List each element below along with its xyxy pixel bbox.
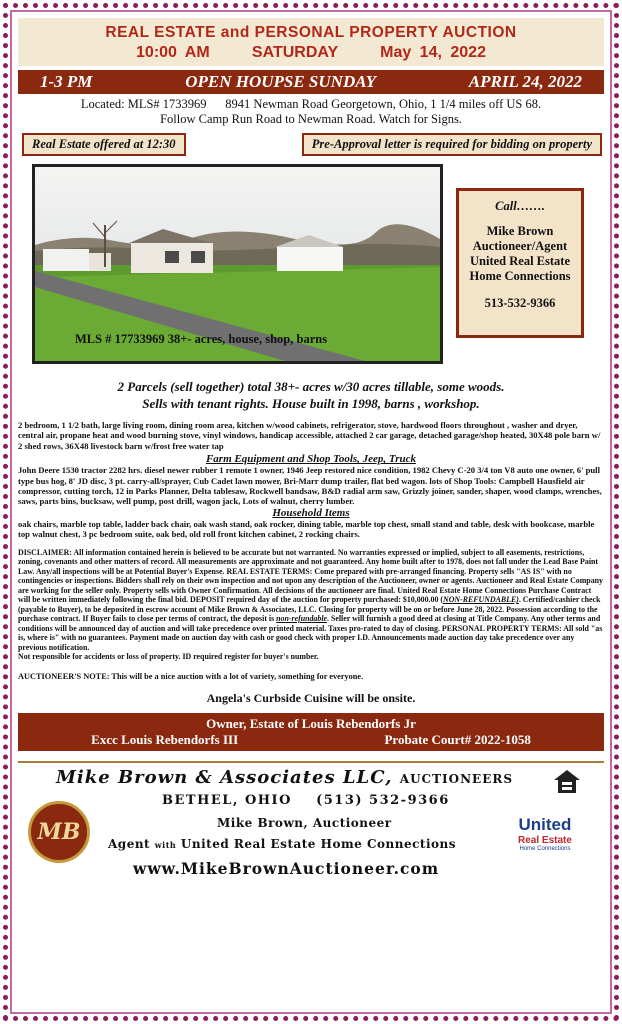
website-link[interactable]: www.MikeBrownAuctioneer.com [133,858,440,878]
open-house-label: OPEN HOUPSE SUNDAY [185,72,377,91]
auction-time: 10:00 AM [136,44,210,61]
auctioneer-name: Mike Brown, Auctioneer [217,815,392,830]
contact-company-2: Home Connections [469,269,571,283]
preapproval-tag: Pre-Approval letter is required for bidding on property [302,133,602,156]
food-notice: Angela's Curbside Cuisine will be onsite. [206,690,416,705]
mb-logo [28,801,90,863]
household-text: oak chairs, marble top table, ladder back chair, oak wash stand, oak rocker, dining table, marble top chest, small stand and table, desk with bookcase, marble top walnut chest, 3 pc bedroom suite, oak bed, old roll front kitchen cabinet, 2 rocking chairs. [18,518,595,540]
executor: Excc Louis Rebendorfs III [91,731,239,747]
household-heading: Household Items [272,506,350,519]
disclaimer-part4: Not responsible for accidents or loss of property. ID required register for buyer's number. [18,652,319,662]
tag-row [18,133,604,156]
disclaimer [18,548,604,662]
property-summary [18,378,604,412]
contact-company: United Real Estate [470,254,570,268]
photo-row [18,164,604,366]
call-label: Call……. [495,199,545,213]
property-photo [32,164,443,364]
contact-phone: 513-532-9366 [484,296,556,310]
farm-text: John Deere 1530 tractor 2282 hrs. diesel newer rubber 1 remote 1 owner, 1946 Jeep restored nice condition, 1982 Chevy C-20 3/4 ton V8 auto one owner, 6' pull type bus hog, 8' JD disc, 3 pt. carry-all/sprayer, Cub Cadet lawn mower, Bri-Marr dump trailer, flat bed wagon. lots of Shop Tools: Campbell Hausfield air compressor, cutting torch, 12 in Parks Planner, Delta tablesaw, Rockwell bandsaw, B&D radial arm saw, Grizzly joiner, sander, shaper, wood clamps, wrenches, saws, parts bins, bucksaw, well pump, post drill, wagon jack, Lots of walnut, cherry lumber. [18,465,602,507]
footer [18,761,604,913]
united-logo-re: Real Estate [518,834,572,846]
firm-name-text: Mike Brown & Associates LLC, [56,766,393,788]
disclaimer-part3: . Seller will furnish a good deed at closing at Title Company. Any other terms and conditions will be announced day of auction and will take precedence over printed material. Taxes pro-rated to day of closing. PERSONAL PROPERTY TERMS: All sold "as is, where is" with no guarantees. Payment made on auction day with cash or good check with proper I.D. Announcements made auction day take precedence over any previous notification. [18,614,603,652]
disclaimer-part2: . Certified/cashier check (payable to Buyer), to be deposited in escrow account of Mike Brown & Associates, LLC. Closing for property will be on or before June 28, 2022. Possession according to the purchase contract. If Buyer fails to close per terms of contract, the deposit is [18,595,601,624]
contact-box [456,188,584,338]
firm-address [162,793,450,808]
auction-datetime [18,44,604,62]
probate-number: Probate Court# 2022-1058 [384,731,531,747]
open-house-time: 1-3 PM [40,72,93,91]
auction-day: SATURDAY [251,44,338,61]
agent-line [108,837,456,851]
auction-title: REAL ESTATE and PERSONAL PROPERTY AUCTION [105,24,517,41]
photo-caption: MLS # 17733969 38+- acres, house, shop, barns [75,332,328,346]
contact-name: Mike Brown [486,224,554,238]
equal-housing-icon [552,767,582,797]
owner-line2 [18,732,604,748]
disclaimer-nonref-2: non-refundable [276,614,328,624]
disclaimer-part1: DISCLAIMER: All information contained herein is believed to be accurate but not warranted. No warranties expressed or implied, subject to all easements, restrictions, zoning, covenants and other matters of record. All measurements are approximate and not guaranteed. Any home built after to 1978, does not fall under the Lead Base Paint Law. Any/all inspections will be at Potential Buyer's Expense. REAL ESTATE TERMS: Come prepared with pre-arranged financing. Property sells "AS IS" with no contingencies or inspections. Bidders shall rely on their own inspection and not upon any description of the Auctioneer, owner or agents. Auctioneer and Real Estate Company are working for the seller only. Property sells with Owner Confirmation. All decisions of the auctioneer are final. United Real Estate Home Connections Purchase Contract will be written immediately following the final bid. DEPOSIT required day of the auction for property purchased: $10,000.00 ( [18,547,603,605]
firm-name [56,767,513,788]
property-description: 2 bedroom, 1 1/2 bath, large living room, dining room area, kitchen w/wood cabinets, refrigerator, stove, hardwood floors throughout , washer and dryer, central air, propane heat and wood burning stove, vinyl windows, handicap accessible, attached 2 car garage, detached garage/shop heated, 30X48 pole barn w/ 2 shed rows, 36X48 livestock barn w/frost free water tap [18,420,601,451]
disclaimer-nonref: NON-REFUNDABLE) [443,595,519,605]
location-line2: Follow Camp Run Road to Newman Road. Watch for Signs. [160,112,462,126]
agent-company: United Real Estate Home Connections [180,836,456,851]
with-label: with [154,839,177,850]
united-logo [518,815,572,852]
location-line1: Located: MLS# 1733969 8941 Newman Road Georgetown, Ohio, 1 1/4 miles off US 68. [80,97,542,111]
owner-line: Owner, Estate of Louis Rebendorfs Jr [206,715,416,731]
real-estate-time-tag: Real Estate offered at 12:30 [22,133,186,156]
title-band [18,18,604,66]
united-logo-hc: Home Connections [519,845,571,852]
mb-logo-letters: MB [37,818,81,845]
auctioneer-note: AUCTIONEER'S NOTE: This will be a nice auction with a lot of variety, something for everyone. [18,671,364,681]
firm-city: BETHEL, OHIO [162,792,292,808]
open-house-date: APRIL 24, 2022 [468,72,582,91]
firm-phone: (513) 532-9366 [316,792,450,808]
auction-date: May 14, 2022 [380,44,486,61]
contact-title: Auctioneer/Agent [472,239,568,253]
owner-band [18,713,604,751]
open-house-band [18,70,604,94]
location [18,97,604,127]
united-logo-word: United [518,814,572,834]
summary-line2: Sells with tenant rights. House built in 1998, barns , workshop. [142,396,480,411]
farm-heading: Farm Equipment and Shop Tools, Jeep, Truck [205,453,417,466]
agent-label: Agent [108,836,151,851]
auctioneers-label: AUCTIONEERS [399,771,513,786]
summary-line1: 2 Parcels (sell together) total 38+- acres w/30 acres tillable, some woods. [117,379,505,394]
flyer [18,18,604,913]
